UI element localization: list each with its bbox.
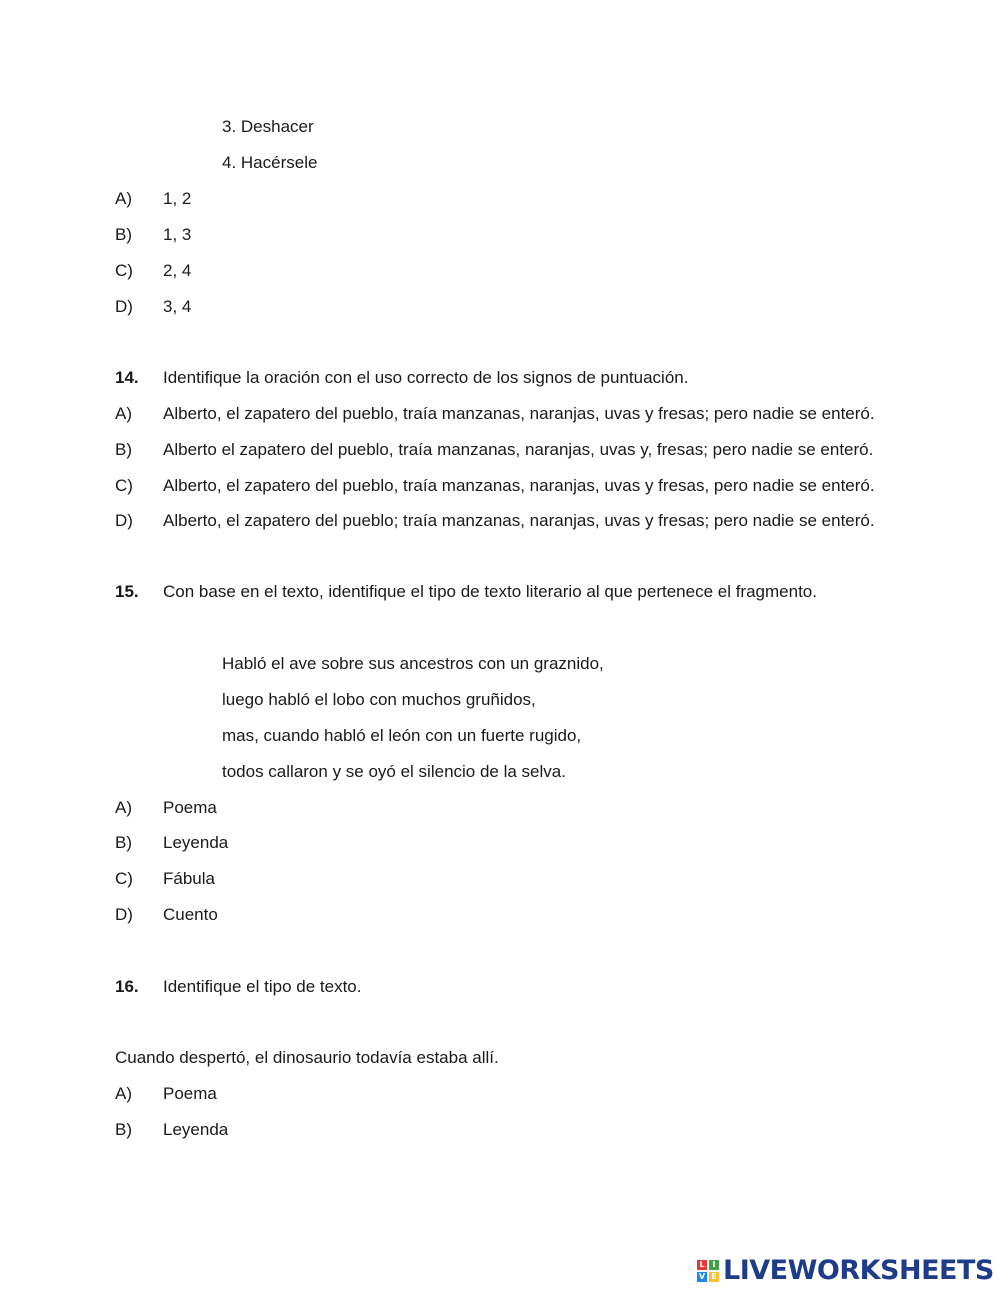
q15-fragment-line-1: Habló el ave sobre sus ancestros con un graznido, bbox=[222, 654, 604, 673]
q15-option-a-text[interactable]: Poema bbox=[163, 798, 217, 817]
q13-item-4: 4. Hacérsele bbox=[222, 153, 318, 172]
q13-option-d-letter: D) bbox=[115, 297, 133, 316]
q15-fragment-line-3: mas, cuando habló el león con un fuerte rugido, bbox=[222, 726, 582, 745]
q14-option-a-letter: A) bbox=[115, 404, 132, 423]
q14-option-c-letter: C) bbox=[115, 476, 133, 495]
q14-option-a-text[interactable]: Alberto, el zapatero del pueblo, traía manzanas, naranjas, uvas y fresas; pero nadie se enteró. bbox=[163, 404, 875, 423]
q13-option-c-text[interactable]: 2, 4 bbox=[163, 261, 192, 280]
q14-number: 14. bbox=[115, 368, 139, 387]
q15-fragment-line-2: luego habló el lobo con muchos gruñidos, bbox=[222, 690, 536, 709]
q13-option-a-letter: A) bbox=[115, 189, 132, 208]
q15-option-c-letter: C) bbox=[115, 869, 133, 888]
q15-option-d-text[interactable]: Cuento bbox=[163, 905, 218, 924]
q15-option-b-letter: B) bbox=[115, 833, 132, 852]
q13-option-c-letter: C) bbox=[115, 261, 133, 280]
q15-fragment-line-4: todos callaron y se oyó el silencio de la selva. bbox=[222, 762, 566, 781]
logo-block-l: L bbox=[697, 1260, 707, 1270]
q14-prompt: Identifique la oración con el uso correcto de los signos de puntuación. bbox=[163, 368, 689, 387]
q13-option-d-text[interactable]: 3, 4 bbox=[163, 297, 192, 316]
q14-option-d-letter: D) bbox=[115, 511, 133, 530]
liveworksheets-logo bbox=[697, 1257, 994, 1285]
q14-option-b-text[interactable]: Alberto el zapatero del pueblo, traía manzanas, naranjas, uvas y, fresas; pero nadie se enteró. bbox=[163, 440, 874, 459]
q14-option-d-text[interactable]: Alberto, el zapatero del pueblo; traía manzanas, naranjas, uvas y fresas; pero nadie se enteró. bbox=[163, 511, 875, 530]
q15-option-d-letter: D) bbox=[115, 905, 133, 924]
q13-item-3: 3. Deshacer bbox=[222, 117, 314, 136]
q16-text: Cuando despertó, el dinosaurio todavía estaba allí. bbox=[115, 1048, 499, 1067]
q15-option-a-letter: A) bbox=[115, 798, 132, 817]
q16-number: 16. bbox=[115, 977, 139, 996]
q15-prompt: Con base en el texto, identifique el tipo de texto literario al que pertenece el fragmento. bbox=[163, 582, 817, 601]
logo-blocks-icon bbox=[697, 1260, 719, 1282]
q16-option-b-text[interactable]: Leyenda bbox=[163, 1120, 229, 1139]
logo-text: LIVEWORKSHEETS bbox=[723, 1255, 994, 1286]
q16-option-a-text[interactable]: Poema bbox=[163, 1084, 217, 1103]
q13-option-a-text[interactable]: 1, 2 bbox=[163, 189, 192, 208]
q15-option-c-text[interactable]: Fábula bbox=[163, 869, 215, 888]
q16-prompt: Identifique el tipo de texto. bbox=[163, 977, 362, 996]
logo-block-v: V bbox=[698, 1272, 706, 1281]
q14-option-b-letter: B) bbox=[115, 440, 132, 459]
q16-option-a-letter: A) bbox=[115, 1084, 132, 1103]
logo-block-i: I bbox=[709, 1260, 719, 1270]
q15-number: 15. bbox=[115, 582, 139, 601]
q14-option-c-text[interactable]: Alberto, el zapatero del pueblo, traía manzanas, naranjas, uvas y fresas, pero nadie se enteró. bbox=[163, 476, 875, 495]
q15-option-b-text[interactable]: Leyenda bbox=[163, 833, 229, 852]
q16-option-b-letter: B) bbox=[115, 1120, 132, 1139]
logo-block-e: E bbox=[709, 1272, 719, 1282]
q13-option-b-text[interactable]: 1, 3 bbox=[163, 225, 192, 244]
q13-option-b-letter: B) bbox=[115, 225, 132, 244]
